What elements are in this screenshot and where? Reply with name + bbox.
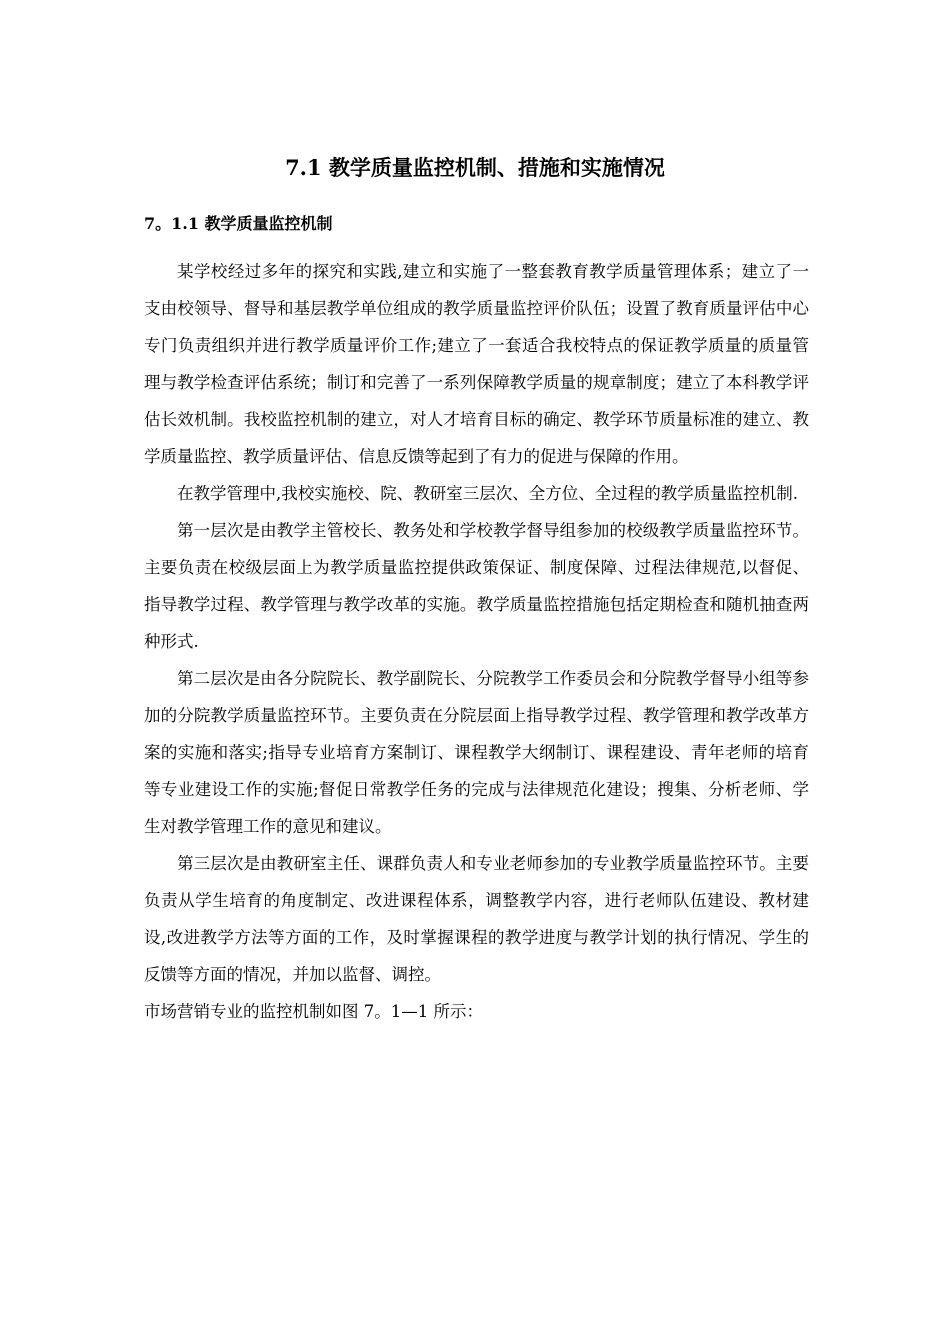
paragraph-level-two: 第二层次是由各分院院长、教学副院长、分院教学工作委员会和分院教学督导小组等参加的分院教学质量监控环节。主要负责在分院层面上指导教学过程、教学管理和教学改革方案的实施和落实;指导专业培育方案制订、课程教学大纲制订、课程建设、青年老师的培育等专业建设工作的实施;督促日常教学任务的完成与法律规范化建设；搜集、分析老师、学生对教学管理工作的意见和建议。: [144, 669, 809, 836]
section-heading: 7。1.1 教学质量监控机制: [144, 214, 333, 233]
paragraph-figure-reference: 市场营销专业的监控机制如图 7。1—1 所示：: [144, 1002, 483, 1021]
document-title: 7.1 教学质量监控机制、措施和实施情况: [285, 155, 665, 180]
paragraph-level-one: 第一层次是由教学主管校长、教务处和学校教学督导组参加的校级教学质量监控环节。主要负责在校级层面上为教学质量监控提供政策保证、制度保障、过程法律规范,以督促、指导教学过程、教学管理与教学改革的实施。教学质量监控措施包括定期检查和随机抽查两种形式.: [144, 521, 809, 651]
body-text: [144, 253, 809, 1030]
paragraph-level-three: 第三层次是由教研室主任、课群负责人和专业老师参加的专业教学质量监控环节。主要负责从学生培育的角度制定、改进课程体系，调整教学内容，进行老师队伍建设、教材建设,改进教学方法等方面的工作，及时掌握课程的教学进度与教学计划的执行情况、学生的反馈等方面的情况，并加以监督、调控。: [144, 854, 809, 984]
paragraph-three-levels: 在教学管理中,我校实施校、院、教研室三层次、全方位、全过程的教学质量监控机制.: [177, 484, 798, 503]
paragraph-intro: 某学校经过多年的探究和实践,建立和实施了一整套教育教学质量管理体系；建立了一支由校领导、督导和基层教学单位组成的教学质量监控评价队伍；设置了教育质量评估中心专门负责组织并进行教学质量评价工作;建立了一套适合我校特点的保证教学质量的质量管理与教学检查评估系统；制订和完善了一系列保障教学质量的规章制度；建立了本科教学评估长效机制。我校监控机制的建立，对人才培育目标的确定、教学环节质量标准的建立、教学质量监控、教学质量评估、信息反馈等起到了有力的促进与保障的作用。: [144, 262, 809, 466]
